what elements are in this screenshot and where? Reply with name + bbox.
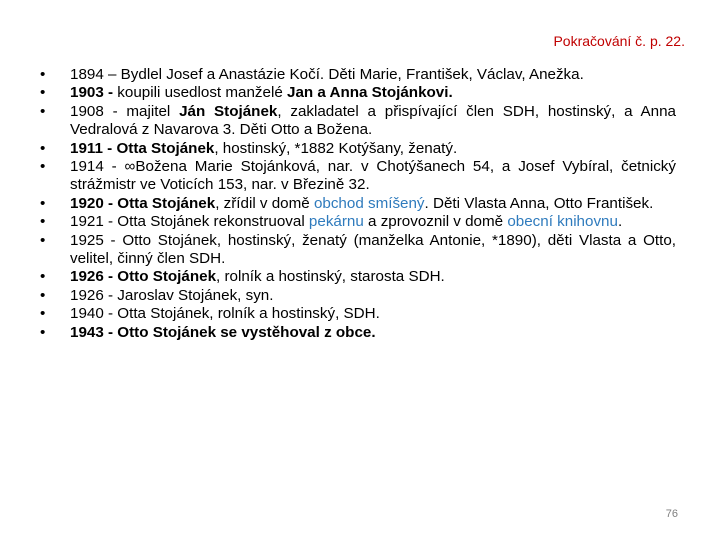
text-segment: 1925 - Otto Stojánek, hostinský, ženatý (manželka Antonie, *1890), děti Vlasta a Otto, velitel, činný člen SDH. bbox=[70, 231, 676, 268]
list-item bbox=[40, 103, 676, 140]
bold-text-segment: 1903 - bbox=[70, 84, 118, 102]
list-item bbox=[40, 268, 676, 286]
bullet-icon: • bbox=[40, 102, 46, 120]
bold-text-segment: 1911 - Otta Stojánek bbox=[70, 139, 215, 157]
bullet-icon: • bbox=[40, 139, 46, 157]
list-item bbox=[40, 84, 676, 102]
bullet-icon: • bbox=[40, 66, 46, 83]
bold-text-segment: 1926 - Otto Stojánek bbox=[70, 268, 217, 286]
text-segment: 1914 - ∞Božena Marie Stojánková, nar. v Chotýšanech 54, a Josef Vybíral, četnický strážmistr ve Voticích 153, nar. v Březině 32. bbox=[70, 158, 676, 194]
list-item bbox=[40, 305, 676, 323]
highlighted-text-segment: obchod smíšený bbox=[313, 194, 425, 212]
text-segment: 1894 – Bydlel Josef a Anastázie Kočí. Děti Marie, František, Václav, Anežka. bbox=[70, 66, 584, 83]
bullet-icon: • bbox=[40, 231, 46, 249]
list-item bbox=[40, 195, 676, 213]
bullet-icon: • bbox=[40, 158, 46, 176]
text-segment: a zprovoznil v domě bbox=[363, 213, 508, 231]
bold-text-segment: Ján Stojánek bbox=[179, 102, 278, 120]
text-segment: . bbox=[617, 213, 623, 231]
text-segment: , hostinský, *1882 Kotýšany, ženatý. bbox=[214, 139, 458, 157]
text-segment: 1926 - Jaroslav Stojánek, syn. bbox=[70, 286, 274, 304]
continuation-heading: Pokračování č. p. 22. bbox=[553, 33, 685, 49]
bold-text-segment: Jan a Anna Stojánkovi. bbox=[287, 84, 453, 102]
bullet-icon: • bbox=[40, 268, 46, 286]
list-item bbox=[40, 324, 676, 342]
list-item bbox=[40, 232, 676, 269]
list-item bbox=[40, 140, 676, 158]
bullet-icon: • bbox=[40, 84, 46, 102]
bold-text-segment: 1943 - Otto Stojánek se vystěhoval z obce. bbox=[70, 323, 376, 341]
text-segment: , zřídil v domě bbox=[215, 194, 314, 212]
highlighted-text-segment: pekárnu bbox=[308, 213, 364, 231]
list-item bbox=[40, 287, 676, 305]
highlighted-text-segment: obecní knihovnu bbox=[507, 213, 618, 231]
text-segment: koupili usedlost manželé bbox=[117, 84, 287, 102]
text-segment: , zakladatel a přispívající člen SDH, hostinský, a Anna Vedralová z Navarova 3. Děti Otto a Božena. bbox=[70, 102, 676, 139]
text-segment: , rolník a hostinský, starosta SDH. bbox=[216, 268, 445, 286]
list-item bbox=[40, 66, 676, 84]
bullet-icon: • bbox=[40, 194, 46, 212]
bullet-icon: • bbox=[40, 305, 46, 323]
history-list bbox=[40, 66, 676, 342]
text-segment: 1921 - Otta Stojánek rekonstruoval bbox=[70, 213, 309, 231]
list-item bbox=[40, 158, 676, 195]
list-item bbox=[40, 213, 676, 231]
bold-text-segment: 1920 - Otta Stojánek bbox=[70, 194, 216, 212]
bullet-icon: • bbox=[40, 323, 46, 341]
page-number: 76 bbox=[665, 508, 678, 520]
text-segment: 1940 - Otta Stojánek, rolník a hostinský, SDH. bbox=[70, 305, 380, 323]
text-segment: 1908 - majitel bbox=[70, 102, 180, 120]
text-segment: . Děti Vlasta Anna, Otto František. bbox=[424, 194, 654, 212]
bullet-icon: • bbox=[40, 286, 46, 304]
bullet-icon: • bbox=[40, 213, 46, 231]
